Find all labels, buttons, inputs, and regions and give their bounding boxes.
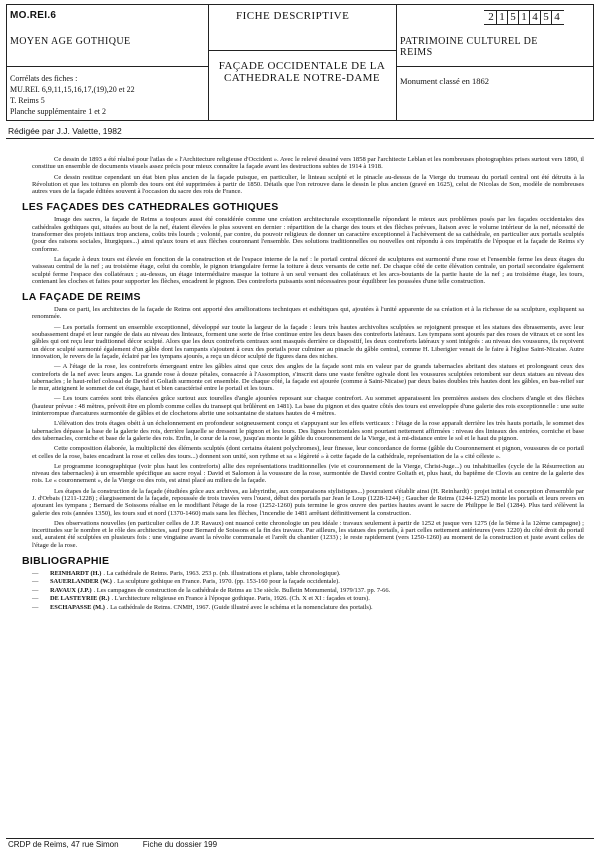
section-paragraph: L'élévation des trois étages obéit à un échelonnement en profondeur soigneusement conçu et s'appuyant sur les effets verticaux : l'étage de la rose apparaît derrière les très hauts portails, le sommet des tabernacles dépasse la base de la galerie des rois, derrière laquelle se dressent le pignon et les tours. Des lignes horizontales sont pourtant nettement affirmées : niveau des linteaux des entrées, corniche et base des tabernacles, corniche et base de la galerie des rois. Enfin, le cœur de la rose, jusqu'au monte le gâble du couronnement de la Vierge, est à mi-distance entre le sol et le haut du pignon. [32,420,584,442]
section-paragraph: Image des sacres, la façade de Reims a toujours aussi été considérée comme une création architecturale exceptionnelle répondant le mieux aux problèmes posés par les façades occidentales des cathédrales gothiques qui, situées au bout de la nef, étaient élevées le plus souvent en dernier : répartition de la charge des tours et des flèches prévues, liaison avec le volume intérieur de la nef, nécessité de transformer des projets initiaux trop anciens, coûts très lourds ; volonté, par contre, du pouvoir religieux de donner un caractère exceptionnel à l'achèvement de sa cathédrale, en particulier aux portails sculptés (pour des raisons sociales, liturgiques...) ainsi qu'aux tours et aux flèches couronnant l'ensemble. Des solutions traditionnelles ou nouvelles ont répondu à ces impératifs de l'époque et la façade de Reims s'y conforme. [32,216,584,253]
author-line: Rédigée par J.J. Valette, 1982 [8,126,122,136]
heritage-line-2: REIMS [400,47,433,58]
monument-title-line-1: FAÇADE OCCIDENTALE DE LA [218,60,386,72]
intro-paragraph: Ce dessin de 1893 a été réalisé pour l'atlas de « l'Architecture religieuse d'Occident ». Avec le relevé dessiné vers 1858 par l'architecte Leblan et les nombreuses photographies prises surtout vers 1890, il constitue un ensemble de documents visuels assez précis pour mieux connaître la façade avant les destructions subies de 1914 à 1918. [32,156,584,171]
fiche-code: MO.REI.6 [10,10,57,21]
footer-separator [6,838,594,839]
bib-text: . La cathédrale de Reims. CNMH, 1967. (Guide illustré avec le schéma et la nomenclature des portails). [106,603,373,611]
section-paragraph: Dans ce parti, les architectes de la façade de Reims ont apporté des améliorations techniques et esthétiques qui, ajoutées à l'unité apparente de sa création et à la richesse de sa sculpture, expliquent sa renommée. [32,306,584,321]
fiche-number-digit: 2 [488,11,494,23]
monument-title-line-2: CATHEDRALE NOTRE-DAME [224,72,380,84]
bibliography-item: — RAVAUX (J.P.) . Les campagnes de construction de la cathédrale de Reims au 13e siècle. Bulletin Monumental, 1979/137. pp. 7-66. [32,586,391,594]
header-border-top [6,4,594,5]
correlats-values: MU.REI. 6,9,11,15,16,17,(19),20 et 22 [10,85,135,94]
main-content [22,156,584,612]
footer [8,840,239,849]
bibliography-item: — REINHARDT (H.) . La cathédrale de Reims. Paris, 1963. 253 p. (nb. illustrations et plans, table chronologique). [32,570,341,578]
section-paragraph: — Les portails forment un ensemble exceptionnel, développé sur toute la largeur de la façade : leurs très hautes archivoltes sculptées se rejoignent presque et les statues des ébrasements, avec leur soubassement drapé et leur rangée de dais au niveau des linteaux, forment une sorte de frise continue entre les deux bases des contreforts latéraux. Les tympans sont ajourés par des roses de vitraux et ce sont les gâbles qui ont reçu leur traditionnel décor sculpté. Alors que les deux contreforts centraux sont masqués derrière ce dispositif, les deux contreforts latéraux y sont intégrés : au niveau des voussures, ils reçoivent un décor sculpté surmonté également d'un gâble dont les rampants s'ajoutent à ceux des portails pour culminer au pinacle du gâble central, comme H. Liberigier venait de le faire à l'église Saint-Nicaise. Autre innovation, le revers de la façade, éclairé par les tympans ajourés, a reçu un décor sculpté de figures dans des niches. [32,323,584,360]
section-title: LES FAÇADES DES CATHEDRALES GOTHIQUES [22,201,279,214]
bib-author: REINHARDT (H.) [50,570,102,578]
fiche-number-digit: 4 [529,11,540,24]
bib-text: . Les campagnes de construction de la cathédrale de Reims au 13e siècle. Bulletin Monumental, 1979/137. pp. 7-66. [93,586,391,594]
bib-text: . La cathédrale de Reims. Paris, 1963. 253 p. (nb. illustrations et plans, table chronologique). [103,570,341,578]
tome-label: T. Reims 5 [10,96,45,105]
intro-paragraph: Ce dessin restitue cependant un état bien plus ancien de la façade puisque, en particulier, le linteau sculpté et le pinacle au-dessus de la Vierge du trumeau du portail central ont été détruits à la Révolution et que les toitures en plomb des tours ont été supprimées à partir de 1850. Détails que l'on retrouve dans le dessin le plus ancien (gravé en 1625), celui de Nicolas de Son, modèle de nombreuses autres vues de la façade éditées souvent à l'occasion du sacre des rois de France. [32,173,584,196]
header-middle-rule [208,50,396,51]
section-paragraph: — Les tours carrées sont très élancées grâce surtout aux tourelles d'angle ajourées reposant sur chaque contrefort. Au sommet apparaissent les premières assises des clochers d'angle et des flèches (hauteur prévue : 48 mètres, prévoit être en plomb comme celles du transept qui brûlèrent en 1481). La base du pignon et des quatre côtés des tours est enveloppée d'une galerie des rois exceptionnelle : une suite ininterrompue d'arcatures surmontée de gâbles et de clochetons abrite une soixantaine de statues hautes de 4 mètres. [32,395,584,418]
monument-title [208,60,396,84]
planche-label: Planche supplémentaire 1 et 2 [10,107,106,116]
fiche-type: FICHE DESCRIPTIVE [236,10,350,22]
period-label: MOYEN AGE GOTHIQUE [10,36,131,47]
correlats-label: Corrélats des fiches : [10,74,78,83]
header-border-bottom [6,120,594,121]
footer-address: CRDP de Reims, 47 rue Simon [8,840,119,849]
section-paragraph: Le programme iconographique (voir plus haut les contreforts) allie des représentations traditionnelles (vie et couronnement de la Vierge, Christ-Juge...) ou inhabituelles (cycle de la Résurrection au niveau des tabernacles) à un ensemble spécifique au sacre royal : David et Salomon à la voussure de la rose, surmontée de David contre Goliath et, plus haut, du baptême de Clovis au centre de la galerie des rois. Le « couronnement », de la Vierge ou des rois, est ainsi placé au milieu de la façade. [32,462,584,485]
bib-author: DE LASTEYRIE (R.) [50,595,110,603]
bibliography-item: — DE LASTEYRIE (R.) . L'architecture religieuse en France à l'époque gothique. Paris, 1926. (Ch. X et XI : façades et tours). [32,595,370,603]
fiche-number-digit: 4 [551,11,562,24]
fiche-number-digit: 5 [507,11,518,24]
bibliography-item: — ESCHAPASSE (M.) . La cathédrale de Reims. CNMH, 1967. (Guide illustré avec le schéma et la nomenclature des portails). [32,603,373,611]
bib-author: ESCHAPASSE (M.) [50,603,105,611]
bibliography-title: BIBLIOGRAPHIE [22,555,110,568]
bibliography-item: — SAUERLANDER (W.) . La sculpture gothique en France. Paris, 1970. (pp. 153-160 pour la façade occidentale). [32,578,340,586]
footer-dossier: Fiche du dossier 199 [142,840,218,849]
bib-text: . L'architecture religieuse en France à l'époque gothique. Paris, 1926. (Ch. X et XI : façades et tours). [111,595,370,603]
header-border-right [593,4,594,120]
bibliography-list [32,570,584,611]
header-divider-2 [396,4,397,120]
header-grid [6,4,594,120]
section-paragraph: Des observations nouvelles (en particulier celles de J.P. Ravaux) ont nuancé cette chronologie un peu idéale : travaux seulement à partir de 1252 et jusque vers 1275 (de la 9ème à la 12ème campagne) ; incertitudes sur le nombre et le rôle des architectes, sauf pour Bernard de Soissons et la fin des travaux. Par ailleurs, les statues des portails, à part celles nettement antérieures (vers 1220) du côté droit du portail sud, auraient été sculptées en plusieurs fois : une vingtaine avant la révolte communale et l'arrêt du chantier (1233) ; le reste rapidement (vers 1250-1260) au moment de la construction et juste avant celles de l'étage de la rose. [32,519,584,549]
fiche-number-digit: 5 [540,11,551,24]
header-right-rule [396,66,594,67]
bib-author: SAUERLANDER (W.) [50,578,112,586]
fiche-number [484,10,564,25]
header-border-left [6,4,7,120]
section-paragraph: Cette composition élaborée, la multiplicité des éléments sculptés (dont certains étaient polychromes), leur finesse, leur concordance de forme (gâble du Couronnement et pignon, voussures de ce portail et celles de la rose, baies encadrant la rose et celles des tours...) donnent son unité, son rythme et sa « légèreté » à cette façade de la cathédrale, représentation de la « cité céleste ». [32,445,584,460]
section-paragraph: Les étapes de la construction de la façade (étudiées grâce aux archives, au labyrinthe, aux comparaisons stylistiques...) pourraient s'établir ainsi (H. Reinhardt) : projet initial et conception d'ensemble par J. d'Orbais (1211-1228) ; élargissement de la façade, repoussée de trois travées vers l'ouest, début des portails par Jean le Loup (1228-1244) ; Gaucher de Reims (1244-1252) monte les portails et leurs revers en ajourant les tympans ; Bernard de Soissons réalise en le modifiant l'étage de la rose (1252-1260) puis termine le gros œuvre des parties hautes avant le sacre de Philippe le Bel (1284). Plus tard s'élèvent la galerie des rois (années 1350), les tours sud et nord (1370-1460) mais sans les flèches, l'incendie de 1481 arrêtant définitivement la construction. [32,487,584,517]
bib-author: RAVAUX (J.P.) [50,586,92,594]
heritage-line-1: PATRIMOINE CULTUREL DE [400,36,538,47]
section-paragraph: La façade à deux tours est élevée en fonction de la construction et de l'espace interne de la nef : le portail central décoré de sculptures est surmonté d'une rose et l'ensemble ferme les deux étages du vaisseau central de la nef ; au troisième étage, celui du comble, le pignon triangulaire ferme la toiture à deux versants de cette nef. De chaque côté de cette élévation centrale, un portail secondaire également sculpté ferme l'espace des collatéraux ; au-dessus, un étage intermédiaire masque la toiture à un seul versant des collatéraux et les arcs-boutants de la partie haute de la nef ; au troisième étage, les tours, contenant les cloches et faites pour supporter les flèches, encadrent le pignon. Des contreforts puissants sont nécessaires pour équilibrer les poussées d'une telle construction. [32,255,584,285]
header-left-rule [6,66,208,67]
section-paragraph: — A l'étage de la rose, les contreforts émergeant entre les gâbles ainsi que ceux des angles de la façade sont mis en valeur par de grands tabernacles abritant des statues et prolongeant ceux des contreforts de la nef avec leurs anges. La grande rose à douze pétales, consacrée à l'Assomption, s'inscrit dans une vaste fenêtre ogivale dont les voussures sculptées retombent sur deux statues au niveau des tabernacles ; le haut-relief colossal de David et Goliath surmonte cet ensemble. De chaque côté, la façade est ajourée (comme à Saint-Nicaise) par deux baies doubles très hautes dont les gâbles, en bas-relief sur le mur, atteignent le sommet de cet étage, haut et bien caractérisé entre le portail et les tours. [32,363,584,393]
fiche-number-digit: 1 [518,11,529,24]
fiche-number-digit: 1 [496,11,507,24]
bib-text: . La sculpture gothique en France. Paris, 1970. (pp. 153-160 pour la façade occidentale). [113,578,340,586]
top-separator [6,138,594,139]
classification-label: Monument classé en 1862 [400,76,489,86]
section-title: LA FAÇADE DE REIMS [22,291,141,304]
